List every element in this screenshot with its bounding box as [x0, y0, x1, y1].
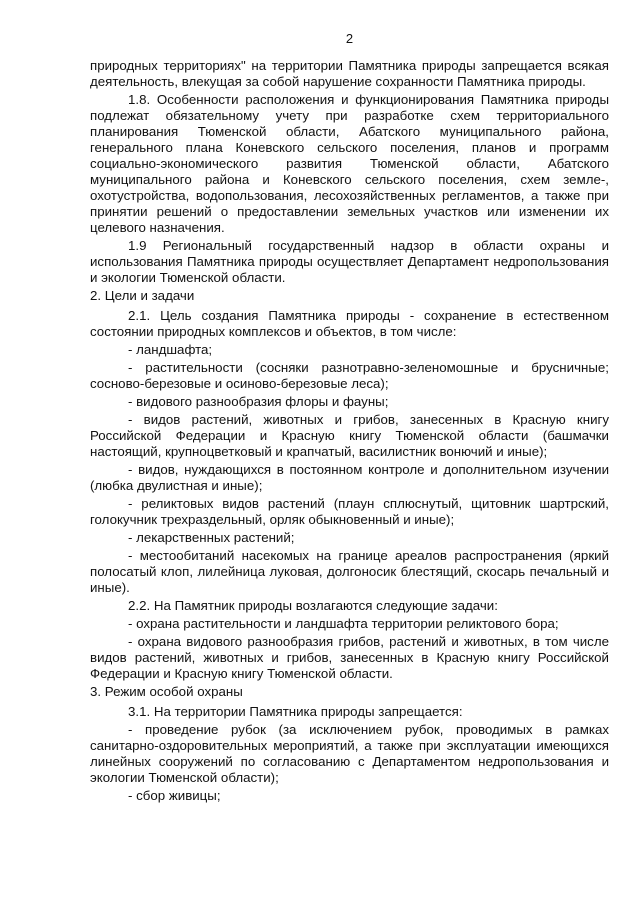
paragraph: природных территориях" на территории Памятника природы запрещается всякая деятельность, влекущая за собой нарушение сохранности Памятника природы.: [90, 58, 609, 89]
paragraph: 1.8. Особенности расположения и функционирования Памятника природы подлежат обязательному учету при разработке схем территориального планирования Тюменской области, Абатского муниципального района, генерального плана Коневского сельского поселения, планов и программ социально-экономического развития Тюменской области, Абатского муниципального района и Коневского сельского поселения, схем земле-, охотустройства, водопользования, лесохозяйственных регламентов, а также при принятии решений о предоставлении земельных участков или изменении их целевого назначения.: [90, 92, 609, 235]
paragraph: - проведение рубок (за исключением рубок, проводимых в рамках санитарно-оздоровительных мероприятий, а также при эксплуатации имеющихся линейных сооружений по согласованию с Департаментом недропользования и экологии Тюменской области);: [90, 722, 609, 785]
paragraph: - сбор живицы;: [128, 788, 221, 803]
paragraph: 1.9 Региональный государственный надзор в области охраны и использования Памятника природы осуществляет Департамент недропользования и экологии Тюменской области.: [90, 238, 609, 285]
paragraph: - реликтовых видов растений (плаун сплюснутый, щитовник шартрский, голокучник трехраздельный, орляк обыкновенный и иные);: [90, 496, 609, 527]
paragraph: 2.2. На Памятник природы возлагаются следующие задачи:: [128, 598, 498, 613]
paragraph: - охрана растительности и ландшафта территории реликтового бора;: [128, 616, 559, 631]
page-number: 2: [345, 31, 354, 46]
paragraph: 2.1. Цель создания Памятника природы - сохранение в естественном состоянии природных комплексов и объектов, в том числе:: [90, 308, 609, 339]
paragraph: - видового разнообразия флоры и фауны;: [128, 394, 389, 409]
paragraph: 3.1. На территории Памятника природы запрещается:: [128, 704, 463, 719]
document-body: [90, 58, 609, 804]
paragraph: - местообитаний насекомых на границе ареалов распространения (яркий полосатый клоп, лилейница луковая, долгоносик блестящий, скосарь печальный и иные).: [90, 548, 609, 595]
paragraph: - охрана видового разнообразия грибов, растений и животных, в том числе видов растений, животных и грибов, занесенных в Красную книгу Российской Федерации и Красную книгу Тюменской области.: [90, 634, 609, 681]
paragraph: - видов растений, животных и грибов, занесенных в Красную книгу Российской Федерации и Красную книгу Тюменской области (башмачки настоящий, крупноцветковый и крапчатый, василистник вонючий и иные);: [90, 412, 609, 459]
section-heading: 3. Режим особой охраны: [90, 684, 243, 699]
paragraph: - видов, нуждающихся в постоянном контроле и дополнительном изучении (любка двулистная и иные);: [90, 462, 609, 493]
section-heading: 2. Цели и задачи: [90, 288, 195, 303]
paragraph: - ландшафта;: [128, 342, 213, 357]
paragraph: - растительности (сосняки разнотравно-зеленомошные и брусничные; сосново-березовые и осиново-березовые леса);: [90, 360, 609, 391]
paragraph: - лекарственных растений;: [128, 530, 295, 545]
document-page: [90, 31, 609, 806]
